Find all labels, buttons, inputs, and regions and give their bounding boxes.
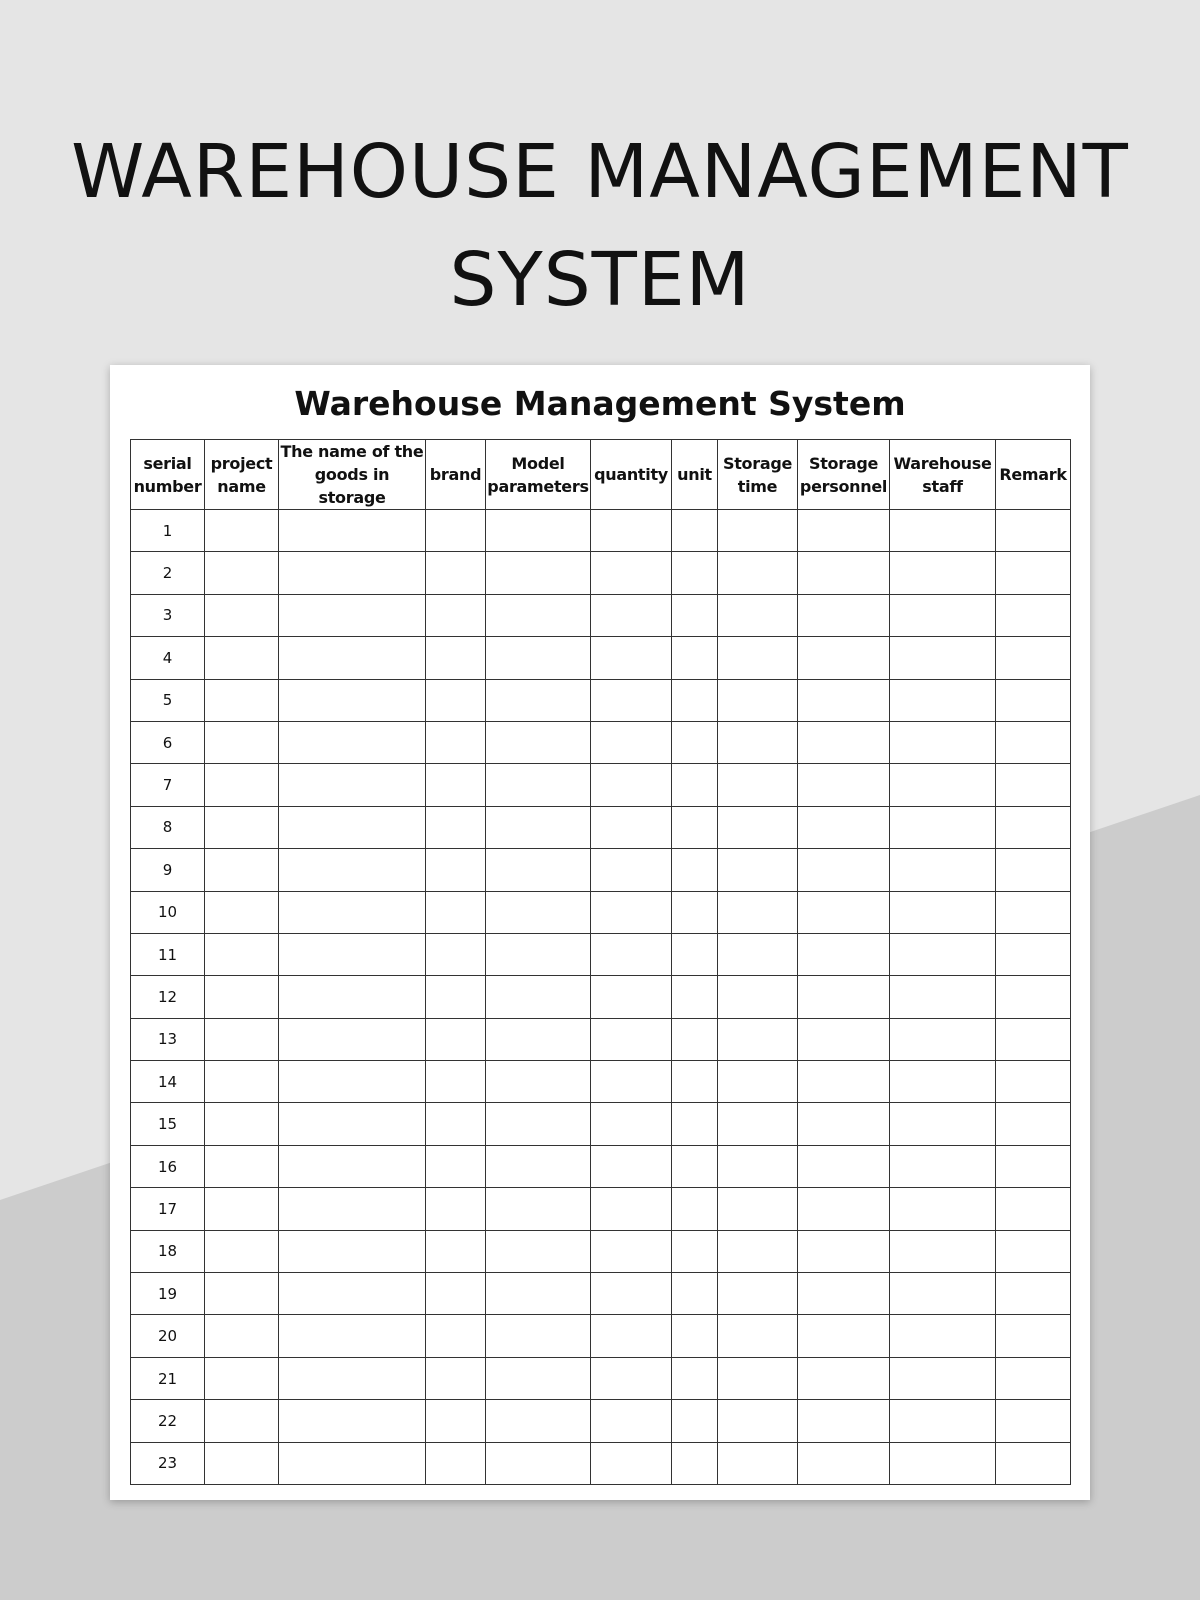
table-cell[interactable]	[890, 1357, 996, 1399]
table-cell[interactable]	[718, 1357, 798, 1399]
table-cell[interactable]	[205, 679, 279, 721]
table-cell[interactable]	[205, 976, 279, 1018]
table-cell[interactable]	[279, 637, 426, 679]
table-cell[interactable]	[718, 1442, 798, 1484]
table-cell[interactable]	[426, 764, 486, 806]
table-cell[interactable]	[426, 721, 486, 763]
table-cell[interactable]	[486, 1061, 591, 1103]
table-cell[interactable]	[426, 849, 486, 891]
table-cell[interactable]	[426, 933, 486, 975]
table-cell[interactable]	[996, 849, 1071, 891]
table-cell[interactable]	[718, 637, 798, 679]
spreadsheet-sheet	[110, 365, 1090, 1500]
table-cell[interactable]	[996, 510, 1071, 552]
table-cell[interactable]	[798, 1273, 890, 1315]
table-cell[interactable]	[890, 679, 996, 721]
table-cell[interactable]	[890, 510, 996, 552]
table-cell[interactable]	[279, 1315, 426, 1357]
table-cell[interactable]	[279, 552, 426, 594]
table-cell[interactable]	[591, 764, 672, 806]
table-cell[interactable]	[205, 1145, 279, 1187]
table-cell[interactable]	[890, 1018, 996, 1060]
table-cell[interactable]	[996, 1400, 1071, 1442]
serial-number-cell[interactable]: 3	[131, 594, 205, 636]
table-cell[interactable]	[426, 891, 486, 933]
table-cell[interactable]	[996, 721, 1071, 763]
table-cell[interactable]	[672, 1315, 718, 1357]
table-cell[interactable]	[205, 510, 279, 552]
table-cell[interactable]	[279, 933, 426, 975]
table-cell[interactable]	[996, 806, 1071, 848]
table-cell[interactable]	[890, 1145, 996, 1187]
serial-number-cell[interactable]: 15	[131, 1103, 205, 1145]
table-cell[interactable]	[426, 594, 486, 636]
table-cell[interactable]	[996, 933, 1071, 975]
table-cell[interactable]	[798, 1145, 890, 1187]
table-cell[interactable]	[672, 1061, 718, 1103]
table-cell[interactable]	[486, 976, 591, 1018]
table-cell[interactable]	[672, 976, 718, 1018]
table-cell[interactable]	[718, 721, 798, 763]
table-cell[interactable]	[279, 1357, 426, 1399]
table-cell[interactable]	[279, 1188, 426, 1230]
serial-number-cell[interactable]: 2	[131, 552, 205, 594]
table-cell[interactable]	[718, 1230, 798, 1272]
table-cell[interactable]	[890, 721, 996, 763]
serial-number-cell[interactable]: 23	[131, 1442, 205, 1484]
table-cell[interactable]	[996, 1145, 1071, 1187]
table-cell[interactable]	[279, 1230, 426, 1272]
table-row	[131, 1357, 1071, 1399]
table-cell[interactable]	[205, 764, 279, 806]
table-cell[interactable]	[996, 1230, 1071, 1272]
table-cell[interactable]	[996, 1188, 1071, 1230]
table-cell[interactable]	[890, 933, 996, 975]
table-cell[interactable]	[205, 1442, 279, 1484]
table-cell[interactable]	[718, 806, 798, 848]
table-cell[interactable]	[205, 552, 279, 594]
table-cell[interactable]	[205, 1273, 279, 1315]
table-cell[interactable]	[591, 1315, 672, 1357]
table-cell[interactable]	[890, 1273, 996, 1315]
serial-number-cell[interactable]: 20	[131, 1315, 205, 1357]
table-cell[interactable]	[279, 510, 426, 552]
table-cell[interactable]	[205, 1061, 279, 1103]
table-cell[interactable]	[426, 976, 486, 1018]
serial-number-cell[interactable]: 7	[131, 764, 205, 806]
column-header: Remark	[996, 440, 1071, 510]
table-cell[interactable]	[718, 1018, 798, 1060]
table-cell[interactable]	[798, 933, 890, 975]
table-cell[interactable]	[591, 976, 672, 1018]
table-cell[interactable]	[996, 891, 1071, 933]
table-row	[131, 594, 1071, 636]
table-cell[interactable]	[996, 1018, 1071, 1060]
table-row	[131, 1061, 1071, 1103]
table-cell[interactable]	[591, 891, 672, 933]
table-cell[interactable]	[486, 806, 591, 848]
table-cell[interactable]	[718, 552, 798, 594]
table-cell[interactable]	[205, 1357, 279, 1399]
table-cell[interactable]	[996, 1061, 1071, 1103]
table-row	[131, 1230, 1071, 1272]
table-cell[interactable]	[798, 637, 890, 679]
table-cell[interactable]	[996, 1357, 1071, 1399]
table-cell[interactable]	[205, 594, 279, 636]
table-cell[interactable]	[486, 679, 591, 721]
table-cell[interactable]	[591, 933, 672, 975]
table-cell[interactable]	[672, 721, 718, 763]
column-header: project name	[205, 440, 279, 510]
table-row	[131, 1273, 1071, 1315]
table-cell[interactable]	[486, 849, 591, 891]
table-cell[interactable]	[426, 1315, 486, 1357]
table-cell[interactable]	[798, 594, 890, 636]
column-header: brand	[426, 440, 486, 510]
table-cell[interactable]	[996, 1442, 1071, 1484]
table-cell[interactable]	[798, 1188, 890, 1230]
inventory-table	[130, 439, 1071, 1485]
table-cell[interactable]	[279, 1273, 426, 1315]
serial-number-cell[interactable]: 9	[131, 849, 205, 891]
table-cell[interactable]	[279, 1442, 426, 1484]
column-header: Warehouse staff	[890, 440, 996, 510]
table-cell[interactable]	[591, 721, 672, 763]
column-header: The name of the goods in storage	[279, 440, 426, 510]
serial-number-cell[interactable]: 6	[131, 721, 205, 763]
table-cell[interactable]	[798, 510, 890, 552]
table-cell[interactable]	[279, 594, 426, 636]
table-cell[interactable]	[718, 764, 798, 806]
table-cell[interactable]	[996, 637, 1071, 679]
table-row	[131, 510, 1071, 552]
table-cell[interactable]	[205, 1230, 279, 1272]
table-cell[interactable]	[672, 1188, 718, 1230]
serial-number-cell[interactable]: 11	[131, 933, 205, 975]
serial-number-cell[interactable]: 4	[131, 637, 205, 679]
table-cell[interactable]	[890, 764, 996, 806]
column-header: unit	[672, 440, 718, 510]
table-cell[interactable]	[890, 637, 996, 679]
table-cell[interactable]	[591, 1230, 672, 1272]
table-cell[interactable]	[205, 1188, 279, 1230]
page-title: WAREHOUSE MANAGEMENT SYSTEM	[71, 129, 1129, 323]
table-body	[131, 510, 1071, 1485]
table-cell[interactable]	[486, 637, 591, 679]
table-cell[interactable]	[890, 1400, 996, 1442]
table-cell[interactable]	[672, 637, 718, 679]
table-cell[interactable]	[672, 679, 718, 721]
table-cell[interactable]	[798, 1400, 890, 1442]
table-cell[interactable]	[672, 849, 718, 891]
table-cell[interactable]	[798, 806, 890, 848]
table-cell[interactable]	[890, 1061, 996, 1103]
table-cell[interactable]	[890, 1188, 996, 1230]
table-cell[interactable]	[672, 594, 718, 636]
table-cell[interactable]	[718, 933, 798, 975]
serial-number-cell[interactable]: 18	[131, 1230, 205, 1272]
table-cell[interactable]	[672, 806, 718, 848]
table-cell[interactable]	[426, 1442, 486, 1484]
table-cell[interactable]	[890, 1315, 996, 1357]
table-cell[interactable]	[591, 594, 672, 636]
table-cell[interactable]	[591, 1400, 672, 1442]
column-header: Storage time	[718, 440, 798, 510]
table-cell[interactable]	[718, 1188, 798, 1230]
table-cell[interactable]	[798, 976, 890, 1018]
table-cell[interactable]	[718, 594, 798, 636]
table-row	[131, 1145, 1071, 1187]
table-cell[interactable]	[279, 721, 426, 763]
table-row	[131, 1188, 1071, 1230]
table-cell[interactable]	[426, 1145, 486, 1187]
table-cell[interactable]	[486, 891, 591, 933]
column-header: serial number	[131, 440, 205, 510]
table-cell[interactable]	[591, 510, 672, 552]
table-cell[interactable]	[591, 637, 672, 679]
table-cell[interactable]	[591, 1103, 672, 1145]
table-cell[interactable]	[486, 1103, 591, 1145]
table-cell[interactable]	[718, 1315, 798, 1357]
table-header-row	[131, 440, 1071, 510]
table-row	[131, 1018, 1071, 1060]
table-cell[interactable]	[486, 1400, 591, 1442]
serial-number-cell[interactable]: 19	[131, 1273, 205, 1315]
table-cell[interactable]	[996, 976, 1071, 1018]
table-cell[interactable]	[591, 552, 672, 594]
table-cell[interactable]	[426, 510, 486, 552]
serial-number-cell[interactable]: 16	[131, 1145, 205, 1187]
table-cell[interactable]	[718, 1400, 798, 1442]
table-row	[131, 552, 1071, 594]
table-cell[interactable]	[798, 1357, 890, 1399]
column-header: Storage personnel	[798, 440, 890, 510]
table-cell[interactable]	[279, 1018, 426, 1060]
table-cell[interactable]	[205, 849, 279, 891]
table-cell[interactable]	[890, 806, 996, 848]
table-cell[interactable]	[591, 849, 672, 891]
table-cell[interactable]	[426, 679, 486, 721]
serial-number-cell[interactable]: 5	[131, 679, 205, 721]
table-cell[interactable]	[205, 1315, 279, 1357]
serial-number-cell[interactable]: 13	[131, 1018, 205, 1060]
table-cell[interactable]	[591, 1357, 672, 1399]
table-cell[interactable]	[486, 1442, 591, 1484]
table-cell[interactable]	[279, 764, 426, 806]
table-cell[interactable]	[426, 1357, 486, 1399]
serial-number-cell[interactable]: 1	[131, 510, 205, 552]
table-cell[interactable]	[672, 1442, 718, 1484]
table-row	[131, 1442, 1071, 1484]
table-cell[interactable]	[718, 1061, 798, 1103]
table-cell[interactable]	[798, 552, 890, 594]
table-cell[interactable]	[486, 933, 591, 975]
table-cell[interactable]	[205, 637, 279, 679]
table-cell[interactable]	[591, 1188, 672, 1230]
table-cell[interactable]	[672, 552, 718, 594]
column-header: Model parameters	[486, 440, 591, 510]
table-cell[interactable]	[996, 552, 1071, 594]
table-cell[interactable]	[890, 552, 996, 594]
table-cell[interactable]	[996, 1103, 1071, 1145]
table-cell[interactable]	[279, 1061, 426, 1103]
table-cell[interactable]	[279, 679, 426, 721]
table-cell[interactable]	[426, 552, 486, 594]
table-cell[interactable]	[591, 806, 672, 848]
table-cell[interactable]	[205, 721, 279, 763]
table-cell[interactable]	[798, 1230, 890, 1272]
table-cell[interactable]	[205, 933, 279, 975]
table-row	[131, 764, 1071, 806]
table-cell[interactable]	[890, 976, 996, 1018]
table-cell[interactable]	[279, 849, 426, 891]
table-cell[interactable]	[798, 764, 890, 806]
table-cell[interactable]	[426, 1273, 486, 1315]
table-cell[interactable]	[591, 1145, 672, 1187]
table-cell[interactable]	[426, 1103, 486, 1145]
table-cell[interactable]	[279, 1103, 426, 1145]
table-cell[interactable]	[486, 510, 591, 552]
table-cell[interactable]	[798, 1315, 890, 1357]
table-cell[interactable]	[205, 1400, 279, 1442]
table-cell[interactable]	[890, 594, 996, 636]
table-cell[interactable]	[996, 594, 1071, 636]
table-cell[interactable]	[890, 1442, 996, 1484]
table-cell[interactable]	[890, 891, 996, 933]
table-cell[interactable]	[205, 1103, 279, 1145]
table-cell[interactable]	[672, 510, 718, 552]
table-cell[interactable]	[591, 679, 672, 721]
serial-number-cell[interactable]: 14	[131, 1061, 205, 1103]
table-cell[interactable]	[279, 891, 426, 933]
table-cell[interactable]	[890, 1230, 996, 1272]
column-header: quantity	[591, 440, 672, 510]
table-cell[interactable]	[672, 1145, 718, 1187]
table-cell[interactable]	[591, 1061, 672, 1103]
table-cell[interactable]	[672, 764, 718, 806]
table-cell[interactable]	[890, 849, 996, 891]
table-cell[interactable]	[426, 1018, 486, 1060]
table-cell[interactable]	[718, 976, 798, 1018]
table-row	[131, 806, 1071, 848]
table-cell[interactable]	[591, 1018, 672, 1060]
table-cell[interactable]	[486, 1145, 591, 1187]
table-cell[interactable]	[279, 1145, 426, 1187]
table-cell[interactable]	[672, 891, 718, 933]
table-cell[interactable]	[672, 1400, 718, 1442]
table-row	[131, 1400, 1071, 1442]
table-cell[interactable]	[798, 849, 890, 891]
table-cell[interactable]	[591, 1273, 672, 1315]
table-cell[interactable]	[205, 891, 279, 933]
table-cell[interactable]	[718, 1103, 798, 1145]
table-cell[interactable]	[426, 1188, 486, 1230]
table-cell[interactable]	[426, 1230, 486, 1272]
table-cell[interactable]	[486, 1188, 591, 1230]
table-cell[interactable]	[672, 1018, 718, 1060]
table-cell[interactable]	[486, 552, 591, 594]
table-cell[interactable]	[205, 1018, 279, 1060]
table-cell[interactable]	[486, 1018, 591, 1060]
table-cell[interactable]	[426, 1061, 486, 1103]
table-cell[interactable]	[672, 1103, 718, 1145]
table-cell[interactable]	[798, 891, 890, 933]
table-cell[interactable]	[426, 806, 486, 848]
table-cell[interactable]	[591, 1442, 672, 1484]
table-cell[interactable]	[798, 1103, 890, 1145]
table-cell[interactable]	[672, 1230, 718, 1272]
serial-number-cell[interactable]: 8	[131, 806, 205, 848]
table-row	[131, 933, 1071, 975]
table-cell[interactable]	[718, 1145, 798, 1187]
table-cell[interactable]	[718, 1273, 798, 1315]
table-cell[interactable]	[486, 1230, 591, 1272]
table-cell[interactable]	[718, 679, 798, 721]
serial-number-cell[interactable]: 17	[131, 1188, 205, 1230]
table-cell[interactable]	[279, 806, 426, 848]
table-row	[131, 891, 1071, 933]
table-cell[interactable]	[718, 891, 798, 933]
table-row	[131, 637, 1071, 679]
table-row	[131, 679, 1071, 721]
table-cell[interactable]	[205, 806, 279, 848]
table-cell[interactable]	[426, 1400, 486, 1442]
table-row	[131, 1103, 1071, 1145]
table-cell[interactable]	[996, 679, 1071, 721]
table-cell[interactable]	[279, 1400, 426, 1442]
table-cell[interactable]	[798, 679, 890, 721]
sheet-title: Warehouse Management System	[294, 384, 906, 423]
table-cell[interactable]	[672, 933, 718, 975]
table-cell[interactable]	[798, 721, 890, 763]
table-cell[interactable]	[486, 594, 591, 636]
table-cell[interactable]	[798, 1018, 890, 1060]
table-cell[interactable]	[718, 849, 798, 891]
serial-number-cell[interactable]: 22	[131, 1400, 205, 1442]
serial-number-cell[interactable]: 12	[131, 976, 205, 1018]
table-cell[interactable]	[996, 1315, 1071, 1357]
table-cell[interactable]	[486, 1357, 591, 1399]
serial-number-cell[interactable]: 21	[131, 1357, 205, 1399]
table-cell[interactable]	[996, 1273, 1071, 1315]
serial-number-cell[interactable]: 10	[131, 891, 205, 933]
table-cell[interactable]	[279, 976, 426, 1018]
table-cell[interactable]	[890, 1103, 996, 1145]
table-row	[131, 1315, 1071, 1357]
table-cell[interactable]	[798, 1061, 890, 1103]
table-cell[interactable]	[996, 764, 1071, 806]
table-cell[interactable]	[486, 1273, 591, 1315]
table-cell[interactable]	[486, 1315, 591, 1357]
table-cell[interactable]	[486, 764, 591, 806]
table-cell[interactable]	[798, 1442, 890, 1484]
table-cell[interactable]	[426, 637, 486, 679]
table-cell[interactable]	[718, 510, 798, 552]
table-cell[interactable]	[672, 1273, 718, 1315]
table-row	[131, 976, 1071, 1018]
table-row	[131, 849, 1071, 891]
table-cell[interactable]	[486, 721, 591, 763]
table-row	[131, 721, 1071, 763]
table-cell[interactable]	[672, 1357, 718, 1399]
